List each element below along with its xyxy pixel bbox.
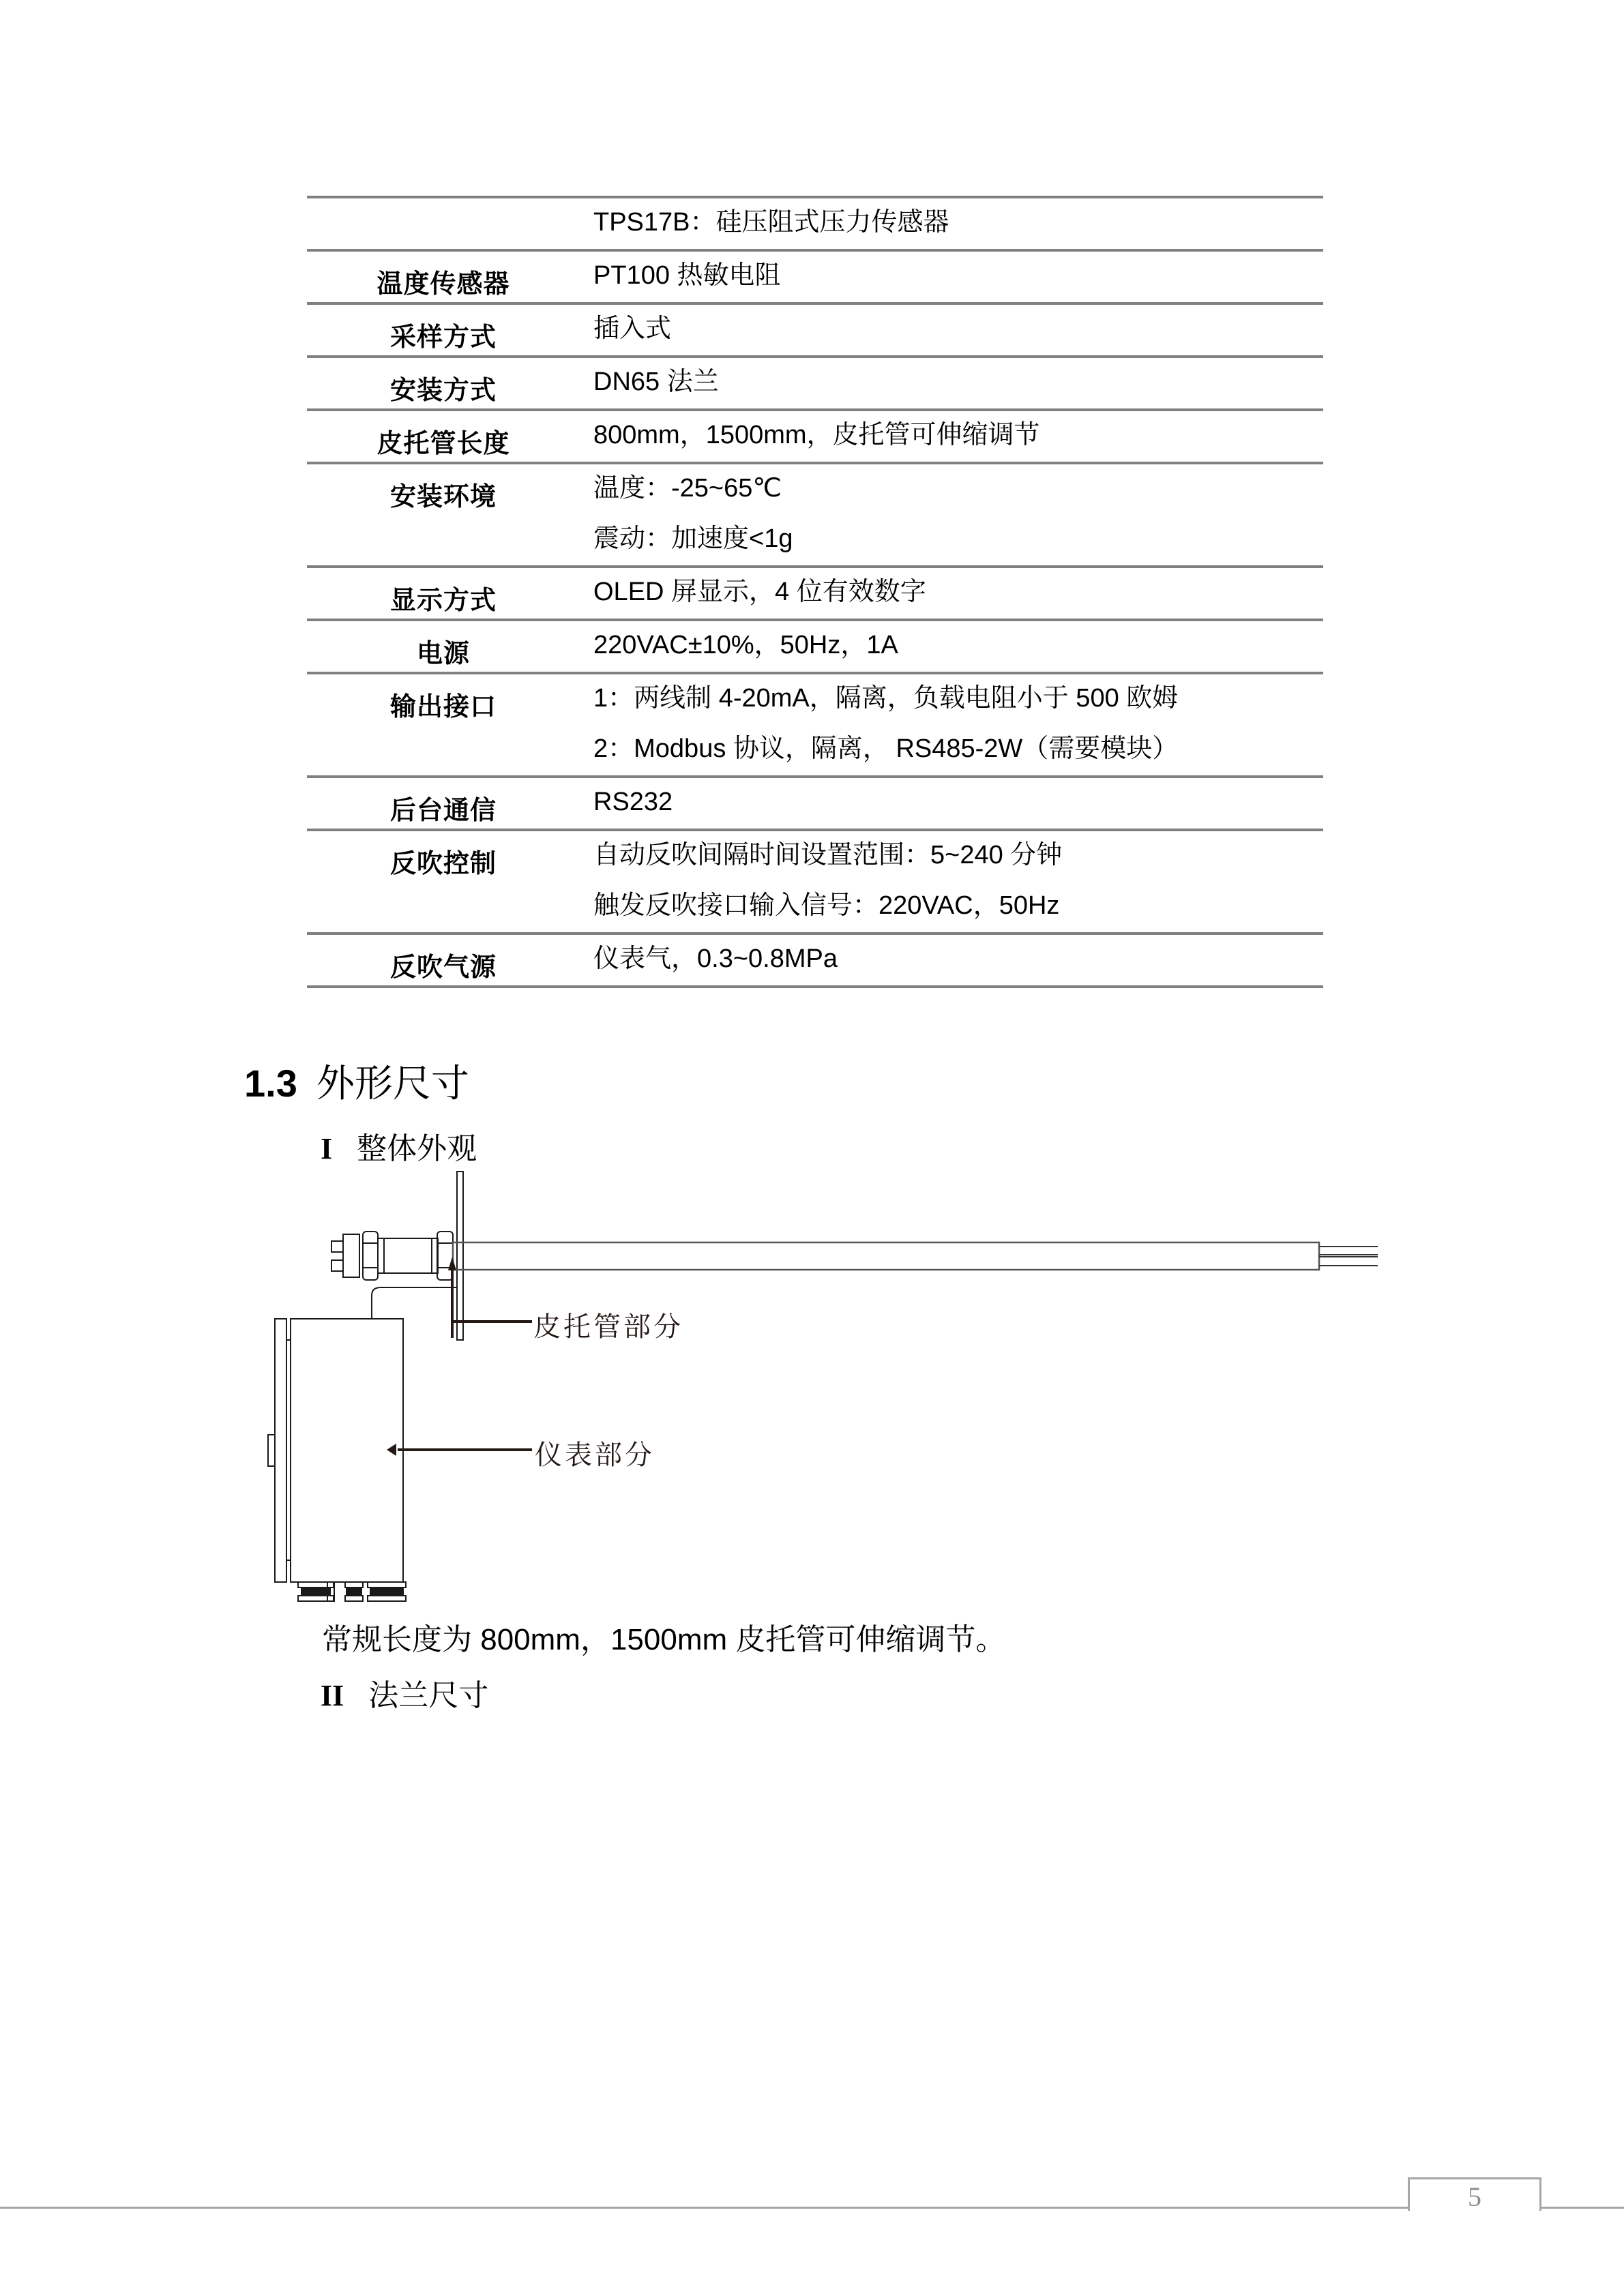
spec-value-line: RS232 (593, 788, 673, 816)
device-drawing (259, 1159, 1378, 1602)
spec-value-line: 仪表气，0.3~0.8MPa (593, 944, 838, 973)
subsection-title: 法兰尺寸 (368, 1679, 489, 1712)
spec-value-line: 震动：加速度<1g (593, 524, 793, 553)
spec-row (307, 565, 1323, 618)
spec-label: 采样方式 (389, 323, 497, 352)
spec-value (580, 252, 1323, 302)
subsection-numeral: II (321, 1679, 344, 1712)
spec-value (580, 778, 1323, 829)
spec-row (307, 672, 1323, 775)
spec-value-line: 触发反吹接口输入信号：220VAC，50Hz (593, 891, 1060, 920)
spec-value-line: 2：Modbus 协议，隔离， RS485-2W（需要模块） (593, 734, 1179, 763)
section-heading (244, 1054, 469, 1108)
spec-label: 后台通信 (389, 796, 497, 825)
spec-value-line: OLED 屏显示，4 位有效数字 (593, 578, 926, 606)
spec-value-line: 插入式 (593, 314, 672, 343)
spec-value-line: DN65 法兰 (593, 368, 719, 396)
spec-row (307, 249, 1323, 302)
spec-value-line: TPS17B：硅压阻式压力传感器 (593, 208, 949, 237)
length-note: 常规长度为 800mm，1500mm 皮托管可伸缩调节。 (322, 1623, 1006, 1656)
spec-label: 安装环境 (389, 483, 497, 511)
spec-row (307, 932, 1323, 988)
spec-row (307, 775, 1323, 829)
pitot-callout-leader (452, 1322, 532, 1338)
spec-value (580, 621, 1323, 672)
spec-value (580, 674, 1323, 775)
spec-label: 电源 (416, 640, 470, 668)
section-number: 1.3 (244, 1062, 297, 1105)
callout-pitot-label: 皮托管部分 (533, 1311, 683, 1342)
spec-value (580, 411, 1323, 462)
spec-value-line: 温度：-25~65℃ (593, 474, 782, 503)
spec-label: 反吹控制 (389, 850, 497, 878)
spec-row (307, 829, 1323, 932)
spec-row (307, 355, 1323, 408)
spec-label: 输出接口 (389, 693, 497, 721)
spec-value (580, 935, 1323, 985)
section-title: 外形尺寸 (316, 1062, 469, 1105)
spec-label: 显示方式 (389, 586, 497, 615)
spec-row (307, 462, 1323, 565)
spec-value (580, 568, 1323, 618)
spec-label (307, 198, 580, 249)
spec-table (307, 196, 1323, 988)
spec-label: 皮托管长度 (377, 430, 510, 458)
spec-label: 温度传感器 (377, 270, 510, 299)
spec-value-line: 自动反吹间隔时间设置范围：5~240 分钟 (593, 841, 1063, 869)
spec-value (580, 831, 1323, 932)
spec-value (580, 464, 1323, 565)
subsection-numeral: I (321, 1132, 333, 1165)
spec-value-line: 1：两线制 4-20mA，隔离，负载电阻小于 500 欧姆 (593, 684, 1179, 713)
spec-value-line: 220VAC±10%，50Hz，1A (593, 631, 898, 659)
spec-value (580, 305, 1323, 355)
spec-label: 反吹气源 (389, 953, 497, 982)
callout-meter-label: 仪表部分 (535, 1440, 655, 1470)
page-number: 5 (1468, 2181, 1481, 2212)
spec-value-line: 800mm，1500mm，皮托管可伸缩调节 (593, 421, 1040, 449)
spec-row (307, 196, 1323, 249)
spec-row (307, 408, 1323, 462)
subsection-title: 整体外观 (357, 1132, 477, 1165)
footer-rule (0, 2207, 1624, 2209)
spec-label: 安装方式 (389, 376, 497, 405)
spec-row (307, 302, 1323, 355)
spec-row (307, 618, 1323, 672)
spec-value-line: PT100 热敏电阻 (593, 261, 781, 290)
subsection-heading-flange (321, 1671, 488, 1714)
spec-value (580, 358, 1323, 408)
callout-arrows (259, 1159, 1378, 1602)
meter-callout-arrowhead (387, 1444, 396, 1456)
spec-value (580, 198, 1323, 249)
